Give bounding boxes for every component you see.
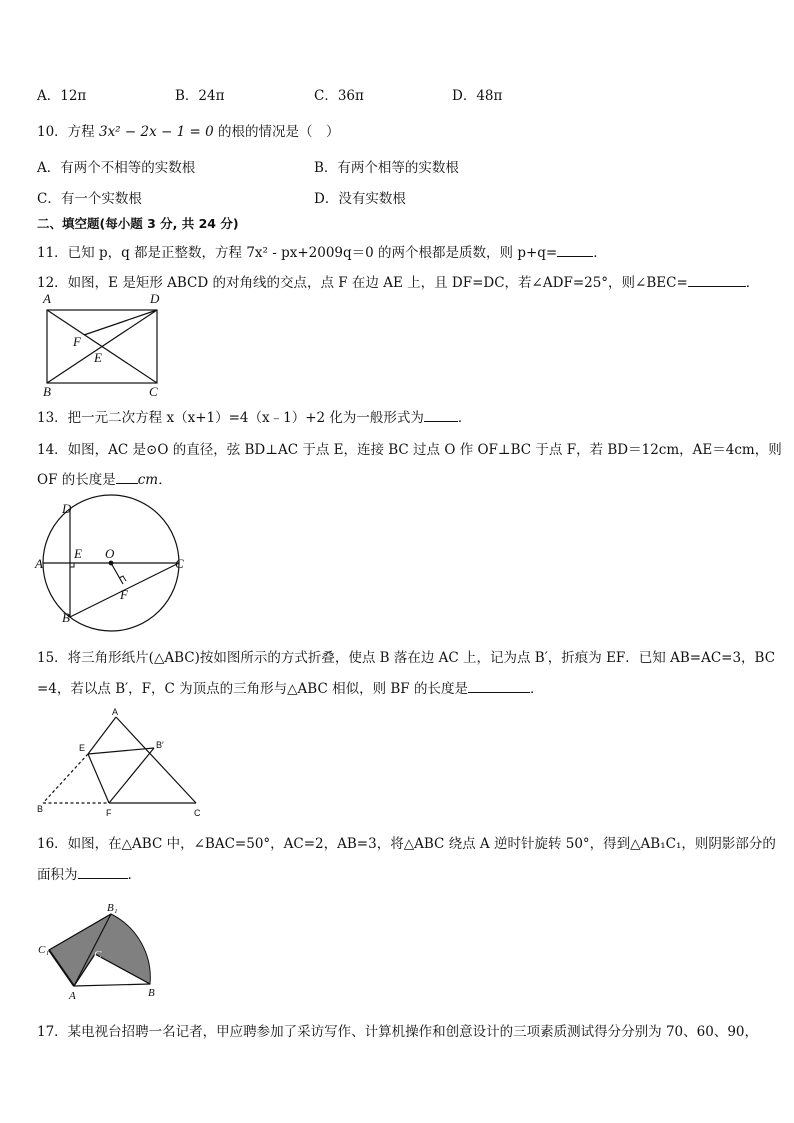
q9-option-b <box>175 84 224 104</box>
label-b: B <box>148 987 155 999</box>
figure-q12-rectangle <box>36 288 176 404</box>
q12-answer-blank[interactable] <box>688 275 746 287</box>
q16-line2 <box>37 863 132 883</box>
label-b: B <box>43 384 51 399</box>
q17: 17．某电视台招聘一名记者，甲应聘参加了采访写作、计算机操作和创意设计的三项素质测试得分分别为 70、60、90， <box>37 1024 759 1040</box>
q13 <box>37 406 471 426</box>
label-c1: C₁ <box>38 944 50 956</box>
q10-equation: 3x² − 2x − 1 = 0 <box>98 124 214 140</box>
q13-text: 13．把一元二次方程 x（x+1）=4（x﹣1）+2 化为一般形式为 <box>37 410 424 426</box>
q14-line1: 14．如图，AC 是⊙O 的直径，弦 BD⊥AC 于点 E，连接 BC 过点 O 作 OF⊥BC 于点 F，若 BD＝12cm，AE＝4cm，则 <box>37 442 782 458</box>
q11 <box>37 241 607 261</box>
q10-stem <box>37 120 339 140</box>
q12-end: ． <box>745 275 760 291</box>
q9-option-a <box>37 84 86 104</box>
label-f: F <box>106 808 112 818</box>
q10-option-b: B．有两个相等的实数根 <box>314 160 459 176</box>
q15-line2 <box>37 677 543 697</box>
q11-end: ． <box>593 245 607 261</box>
q9-option-c <box>314 84 364 104</box>
q9-option-c-value: 36π <box>337 88 364 104</box>
label-f: F <box>73 334 81 349</box>
q10-option-d: D．没有实数根 <box>314 191 406 207</box>
figure-q16-rotation <box>34 900 164 1002</box>
label-o: O <box>105 546 115 561</box>
label-e: E <box>79 743 86 753</box>
segment-eb-prime <box>88 748 154 754</box>
q16-line2-post: . <box>127 867 132 883</box>
segment-df <box>84 310 157 335</box>
side-ab <box>74 984 150 986</box>
label-e: E <box>74 546 82 561</box>
section-title: 二、填空题(每小题 3 分, 共 24 分) <box>37 216 239 231</box>
q9-option-d-letter: D． <box>452 88 477 104</box>
q9-option-a-value: 12π <box>60 88 87 104</box>
label-c: C <box>194 808 201 818</box>
q14-answer-blank[interactable] <box>116 472 138 484</box>
label-b: B <box>37 804 44 814</box>
label-c: C <box>94 949 102 961</box>
label-f: F <box>120 587 128 602</box>
q14-line2 <box>37 468 172 488</box>
label-a: A <box>35 556 43 571</box>
segment-b-prime-f <box>109 748 154 803</box>
q10-prefix: 10．方程 <box>37 124 95 140</box>
label-a: A <box>43 291 51 306</box>
q10-option-c: C．有一个实数根 <box>37 191 142 207</box>
side-ab-upper <box>88 717 116 754</box>
q9-option-d <box>452 84 502 104</box>
label-b1: B₁ <box>107 902 118 914</box>
q9-option-c-letter: C． <box>314 88 338 104</box>
label-d: D <box>62 501 72 516</box>
q15-line2-pre: =4，若以点 B′，F，C 为顶点的三角形与△ABC 相似，则 BF 的长度是 <box>37 681 468 697</box>
label-c: C <box>175 556 184 571</box>
q11-answer-blank[interactable] <box>557 245 593 257</box>
q9-option-b-letter: B． <box>175 88 199 104</box>
label-b: B <box>62 610 70 625</box>
q15-answer-blank[interactable] <box>468 681 530 693</box>
q11-text: 11．已知 p，q 都是正整数，方程 7x² - px+2009q＝0 的两个根都是质数，则 p+q= <box>37 245 558 261</box>
q10-option-a: A．有两个不相等的实数根 <box>37 160 196 176</box>
q16-line1: 16．如图，在△ABC 中，∠BAC=50°，AC=2，AB=3，将△ABC 绕点 A 逆时针旋转 50°，得到△AB₁C₁，则阴影部分的 <box>37 836 776 852</box>
label-e: E <box>94 350 102 365</box>
center-point-o <box>109 561 113 565</box>
q9-option-d-value: 48π <box>476 88 503 104</box>
figure-q14-circle <box>32 496 197 631</box>
q14-line2-pre: OF 的长度是 <box>37 472 116 488</box>
q12-text: 12．如图，E 是矩形 ABCD 的对角线的交点，点 F 在边 AE 上，且 DF=DC，若∠ADF=25°，则∠BEC= <box>37 275 688 291</box>
q15-line2-post: ． <box>529 681 544 697</box>
label-b-prime: B′ <box>156 740 164 750</box>
q9-option-b-value: 24π <box>198 88 225 104</box>
label-a: A <box>112 707 119 717</box>
side-ac <box>116 717 196 803</box>
q15-line1: 15．将三角形纸片(△ABC)按如图所示的方式折叠，使点 B 落在边 AC 上，记为点 B′，折痕为 EF．已知 AB=AC=3，BC <box>37 650 776 666</box>
segment-of <box>111 563 123 584</box>
dashed-eb <box>43 754 88 803</box>
q16-line2-pre: 面积为 <box>37 867 78 883</box>
label-d: D <box>150 291 160 306</box>
figure-q15-fold <box>34 704 209 820</box>
q13-answer-blank[interactable] <box>424 410 458 422</box>
q9-option-a-letter: A． <box>37 88 61 104</box>
q10-suffix: 的根的情况是（ ） <box>217 124 340 140</box>
label-c: C <box>149 384 158 399</box>
q16-answer-blank[interactable] <box>78 867 128 879</box>
label-a: A <box>69 990 76 1002</box>
q14-line2-post: cm． <box>137 472 172 488</box>
q13-end: ． <box>457 410 472 426</box>
fold-ef <box>88 754 109 803</box>
